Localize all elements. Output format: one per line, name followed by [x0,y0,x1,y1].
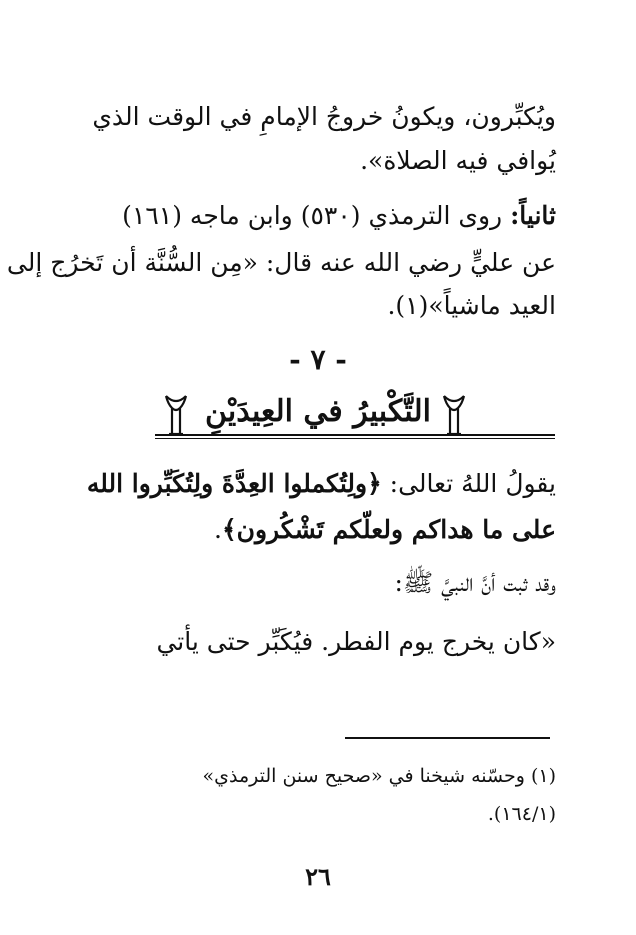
section-number: - ٧ - [289,343,347,376]
quran-verse: ﴿ولِتُكملوا العِدَّةَ ولِتُكَبِّروا الله [86,469,382,498]
paragraph-line: «كان يخرج يوم الفطر. فيُكَبِّر حتى يأتي [156,627,556,656]
paragraph-line [87,464,556,504]
paragraph-line [122,196,556,236]
paragraph-line [214,510,556,550]
paragraph-text: يقولُ اللهُ تعالى: [381,469,556,498]
tulip-ornament-icon [440,392,468,440]
paragraph-text: . [213,515,222,544]
paragraph-label: ثانياً: [510,201,556,230]
footnote-separator [345,737,550,739]
footnote-line: (١٦٤/١). [487,803,556,825]
footnote-line: (١) وحسّنه شيخنا في «صحيح سنن الترمذي» [202,765,556,787]
paragraph-text: روى الترمذي (٥٣٠) وابن ماجه (١٦١) [122,201,511,230]
section-title: التَّكْبيرُ في العِيدَيْنِ [205,394,431,429]
page-number: ٢٦ [305,862,331,891]
title-underline-thin [155,438,555,439]
quran-verse: على ما هداكم ولعلّكم تَشْكُرون﴾ [221,515,556,544]
title-underline [155,434,555,436]
paragraph-line: يُوافي فيه الصلاة». [360,146,556,175]
paragraph-line: ويُكبِّرون، ويكونُ خروجُ الإمامِ في الوقت الذي [92,102,556,131]
paragraph-line: عن عليٍّ رضي الله عنه قال: «مِن السُّنَّة أن تَخرُج إلى [6,248,556,277]
paragraph-line: وقد ثبت أنَّ النبيَّ ﷺ: [394,568,556,597]
paragraph-line: العيد ماشياً»(١). [387,291,556,320]
